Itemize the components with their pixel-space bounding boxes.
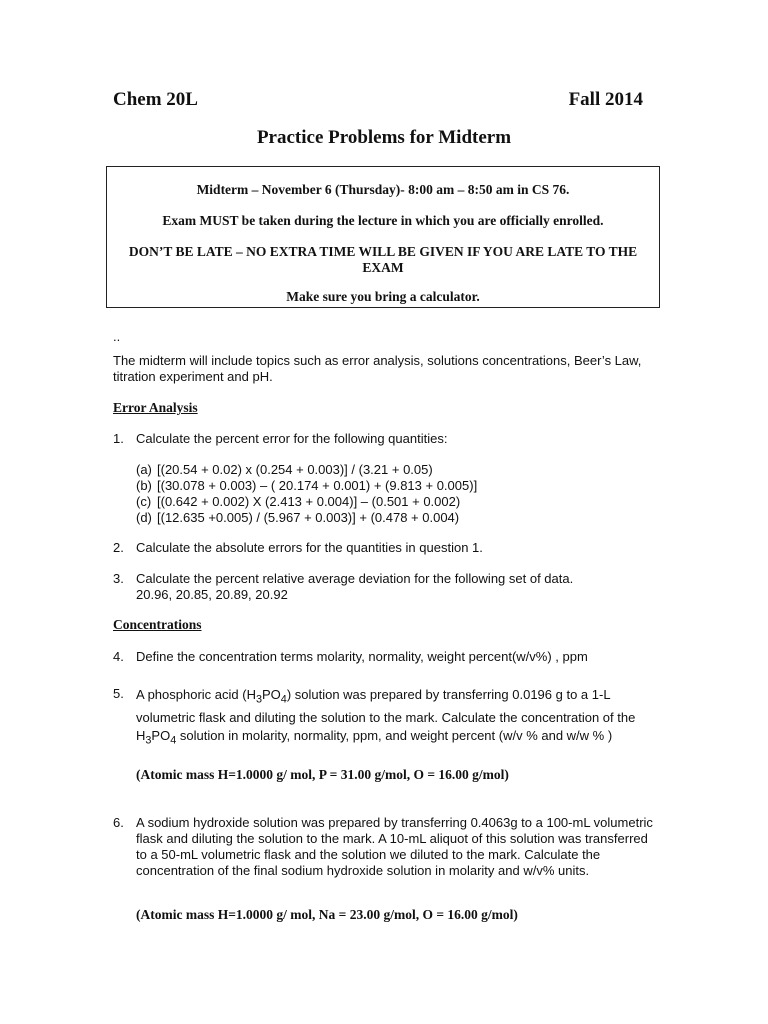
q2-text: Calculate the absolute errors for the quantities in question 1. bbox=[136, 540, 483, 555]
notice-calculator: Make sure you bring a calculator. bbox=[286, 289, 480, 304]
section-concentrations: Concentrations bbox=[113, 617, 202, 632]
q1-part bbox=[136, 494, 477, 510]
part-label: (b) bbox=[136, 478, 152, 493]
q6-atomic-mass-note: (Atomic mass H=1.0000 g/ mol, Na = 23.00 g/mol, O = 16.00 g/mol) bbox=[136, 907, 518, 922]
part-expression: [(30.078 + 0.003) – ( 20.174 + 0.001) + (9.813 + 0.005)] bbox=[157, 478, 478, 493]
q1-part bbox=[136, 510, 477, 526]
part-expression: [(0.642 + 0.002) X (2.413 + 0.004)] – (0.501 + 0.002) bbox=[157, 494, 461, 509]
notice-late-warning: DON’T BE LATE – NO EXTRA TIME WILL BE GIVEN IF YOU ARE LATE TO THE EXAM bbox=[128, 244, 638, 275]
section-error-analysis: Error Analysis bbox=[113, 400, 198, 415]
q2-number: 2. bbox=[113, 540, 124, 555]
part-label: (c) bbox=[136, 494, 152, 509]
notice-box bbox=[106, 166, 660, 308]
q6-number: 6. bbox=[113, 815, 124, 830]
q1-text: Calculate the percent error for the following quantities: bbox=[136, 431, 448, 446]
part-label: (d) bbox=[136, 510, 152, 525]
q5-number: 5. bbox=[113, 686, 124, 701]
stray-mark: .. bbox=[113, 329, 121, 344]
q3-number: 3. bbox=[113, 571, 124, 586]
course-name: Chem 20L bbox=[113, 89, 198, 110]
q1-number: 1. bbox=[113, 431, 124, 446]
q1-part bbox=[136, 478, 477, 494]
part-expression: [(12.635 +0.005) / (5.967 + 0.003)] + (0.478 + 0.004) bbox=[157, 510, 460, 525]
page-title: Practice Problems for Midterm bbox=[256, 127, 512, 148]
part-label: (a) bbox=[136, 462, 152, 477]
term: Fall 2014 bbox=[568, 89, 643, 110]
q3-text: Calculate the percent relative average deviation for the following set of data. bbox=[136, 571, 574, 586]
q6-text: A sodium hydroxide solution was prepared by transferring 0.4063g to a 100-mL volumetric flask and diluting the solution to the mark. A 10-mL aliquot of this solution was transferred to a 50-mL volumetric flask and the solution we diluted to the mark. Calculate the concentration of the final sodium hydroxide solution in molarity and w/v% units. bbox=[136, 815, 653, 878]
q5-text: A phosphoric acid $(H_3PO_4)$ solution was prepared by transferring 0.0196 g to a 1-L volumetric flask and diluting the solution to the mark. Calculate the concentration of the $H_3PO_4$ solution in molarity, normality, ppm, and weight percent (w/v % and w/w % ) bbox=[136, 687, 636, 747]
q3-data: 20.96, 20.85, 20.89, 20.92 bbox=[136, 587, 288, 602]
q4-number: 4. bbox=[113, 649, 124, 664]
q4-text: Define the concentration terms molarity, normality, weight percent(w/v%) , ppm bbox=[136, 649, 588, 664]
part-expression: [(20.54 + 0.02) x (0.254 + 0.003)] / (3.21 + 0.05) bbox=[157, 462, 433, 477]
notice-enrollment: Exam MUST be taken during the lecture in which you are officially enrolled. bbox=[162, 213, 604, 228]
q1-part bbox=[136, 462, 477, 478]
notice-exam-time: Midterm – November 6 (Thursday)- 8:00 am – 8:50 am in CS 76. bbox=[196, 182, 570, 197]
q1-parts-list bbox=[136, 462, 477, 526]
intro-paragraph: The midterm will include topics such as error analysis, solutions concentrations, Beer’s Law, titration experiment and pH. bbox=[113, 353, 642, 384]
q5-atomic-mass-note: (Atomic mass H=1.0000 g/ mol, P = 31.00 g/mol, O = 16.00 g/mol) bbox=[136, 767, 509, 782]
